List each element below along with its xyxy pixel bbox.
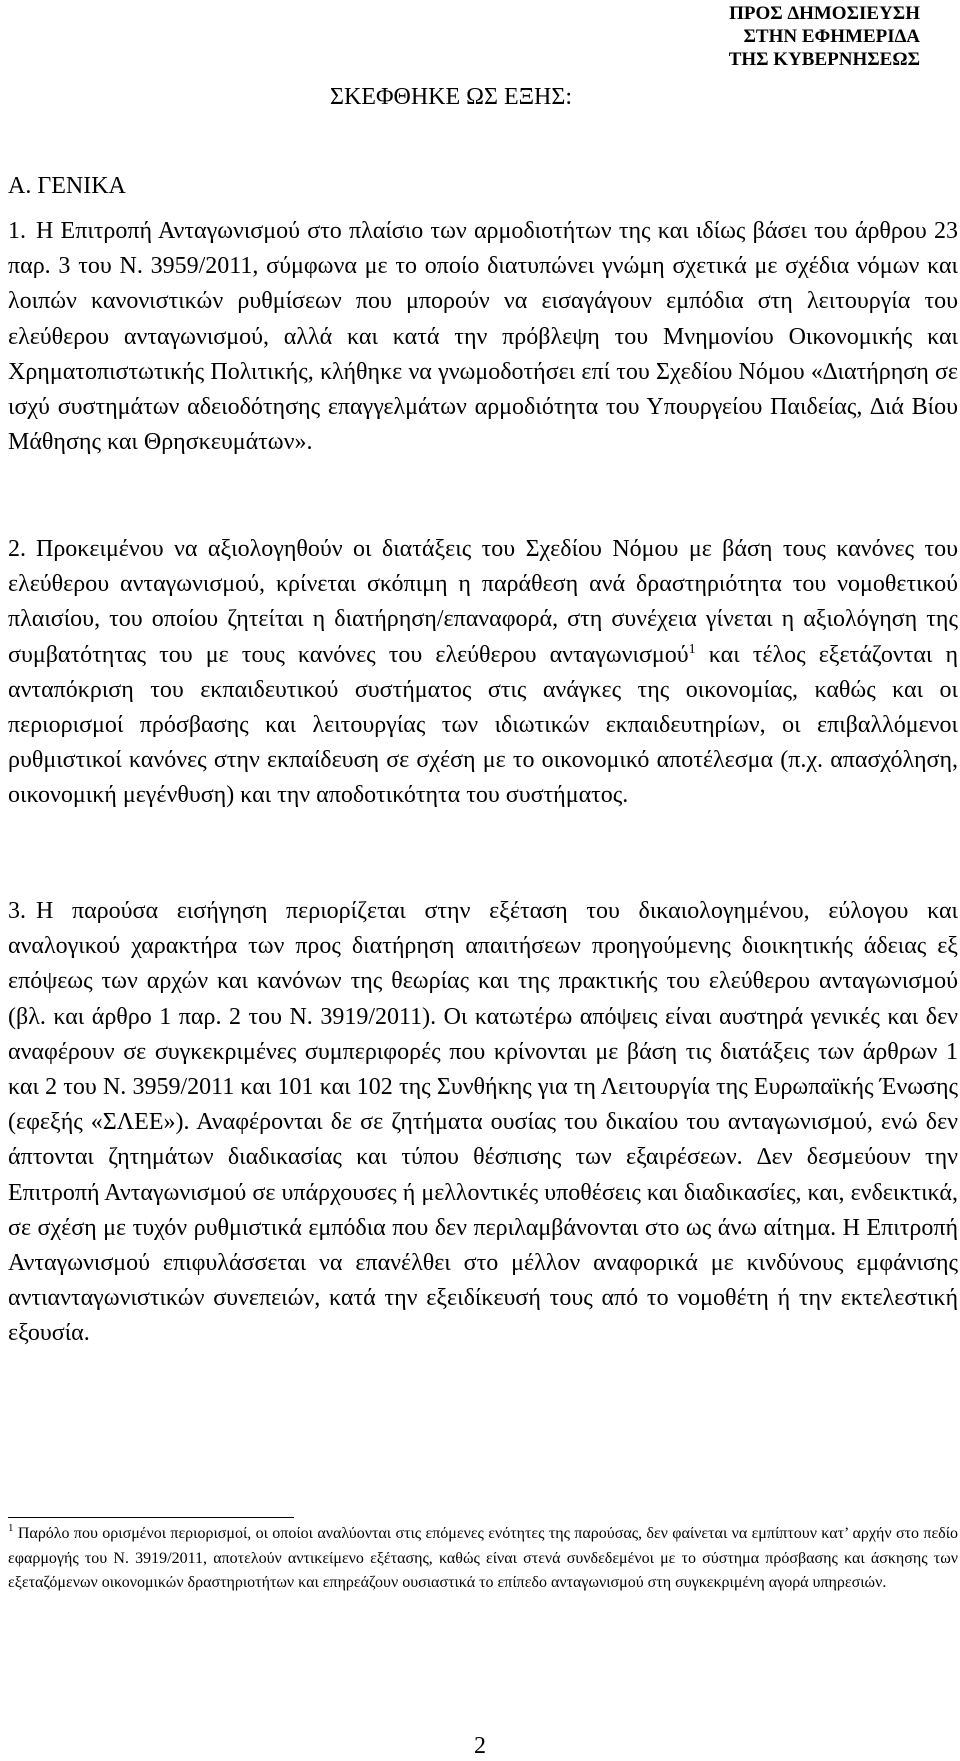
paragraph-text: Η παρούσα εισήγηση περιορίζεται στην εξέταση του δικαιολογημένου, εύλογου και αναλογικού χαρακτήρα των προς διατήρηση απαιτήσεων προηγούμενης διοικητικής άδειας εξ επόψεως των αρχών και κανόνων της θεωρίας και της πρακτικής του ελεύθερου ανταγωνισμού (βλ. και άρθρο 1 παρ. 2 του Ν. 3919/2011). Οι κατωτέρω απόψεις είναι αυστηρά γενικές και δεν αναφέρουν σε συγκεκριμένες συμπεριφορές που κρίνονται με βάση τις διατάξεις των άρθρων 1 και 2 του Ν. 3959/2011 και 101 και 102 της Συνθήκης για τη Λειτουργία της Ευρωπαϊκής Ένωσης (εφεξής «ΣΛΕΕ»). Αναφέρονται δε σε ζητήματα ουσίας του δικαίου του ανταγωνισμού, ενώ δεν άπτονται ζητημάτων διαδικασίας και τύπου θέσπισης των εξαιρέσεων. ∆εν δεσμεύουν την Επιτροπή Ανταγωνισμού σε υπάρχουσες ή μελλοντικές υποθέσεις και διαδικασίες, και, ενδεικτικά, σε σχέση με τυχόν ρυθμιστικά εμπόδια που δεν περιλαμβάνονται στο ως άνω αίτημα. Η Επιτροπή Ανταγωνισμού επιφυλάσσεται να επανέλθει στο μέλλον αναφορικά με κινδύνους εμφάνισης αντιανταγωνιστικών συνεπειών, κατά την εξειδίκευσή τους από το νομοθέτη ή την εκτελεστική εξουσία. [8,898,958,1347]
paragraph-text: Προκειμένου να αξιολογηθούν οι διατάξεις του Σχεδίου Νόμου με βάση τους κανόνες του ελεύθερου ανταγωνισμού, κρίνεται σκόπιμη η παράθεση ανά δραστηριότητα του νομοθετικού πλαισίου, του οποίου ζητείται η διατήρηση/επαναφορά, στη συνέχεια γίνεται η αξιολόγηση της συμβατότητας του με τους κανόνες του ελεύθερου ανταγωνισμού [8,536,958,668]
paragraph-text: και τέλος εξετάζονται η ανταπόκριση του εκπαιδευτικού συστήματος στις ανάγκες της οικονομίας, καθώς και οι περιορισμοί πρόσβασης και λειτουργίας των ιδιωτικών εκπαιδευτηρίων, οι επιβαλλόμενοι ρυθμιστικοί κανόνες στην εκπαίδευση σε σχέση με το οικονομικό αποτέλεσμα (π.χ. απασχόληση, οικονομική μεγένθυση) και την αποδοτικότητα του συστήματος. [8,641,958,809]
footnote-separator [8,1517,294,1518]
paragraph-number: 2. [8,536,26,562]
publication-note-line: ΣΤΗΝ ΕΦΗΜΕΡΙ∆Α [743,26,920,47]
page-number: 2 [474,1733,486,1759]
considered-heading: ΣΚΕΦΘΗΚΕ ΩΣ ΕΞΗΣ: [330,84,573,110]
section-heading: Α. ΓΕΝΙΚΑ [8,173,126,199]
publication-note-line: ΠΡΟΣ ∆ΗΜΟΣΙΕΥΣΗ [729,3,920,24]
footnote-marker: 1 [8,1522,14,1534]
footnote [8,1522,958,1596]
publication-note [580,2,920,71]
paragraph-1 [8,214,958,460]
paragraph-number: 3. [8,898,26,924]
paragraph-number: 1. [8,218,26,244]
footnote-reference[interactable]: 1 [688,641,696,657]
publication-note-line: ΤΗΣ ΚΥΒΕΡΝΗΣΕΩΣ [728,49,920,70]
paragraph-2 [8,532,958,814]
paragraph-text: Η Επιτροπή Ανταγωνισμού στο πλαίσιο των αρμοδιοτήτων της και ιδίως βάσει του άρθρου 23 παρ. 3 του Ν. 3959/2011, σύμφωνα με το οποίο διατυπώνει γνώμη σχετικά με σχέδια νόμων και λοιπών κανονιστικών ρυθμίσεων που μπορούν να εισαγάγουν εμπόδια στη λειτουργία του ελεύθερου ανταγωνισμού, αλλά και κατά την πρόβλεψη του Μνημονίου Οικονομικής και Χρηματοπιστωτικής Πολιτικής, κλήθηκε να γνωμοδοτήσει επί του Σχεδίου Νόμου «∆ιατήρηση σε ισχύ συστημάτων αδειοδότησης επαγγελμάτων αρμοδιότητα του Υπουργείου Παιδείας, ∆ιά Βίου Μάθησης και Θρησκευμάτων». [8,218,958,456]
paragraph-3 [8,894,958,1352]
footnote-text: Παρόλο που ορισμένοι περιορισμοί, οι οποίοι αναλύονται στις επόμενες ενότητες της παρούσας, δεν φαίνεται να εμπίπτουν κατ’ αρχήν στο πεδίο εφαρμογής του Ν. 3919/2011, αποτελούν αντικείμενο εξέτασης, καθώς είναι στενά συνδεδεμένοι με το σύστημα πρόσβασης και άσκησης των εξεταζόμενων οικονομικών δραστηριοτήτων και επηρεάζουν ουσιαστικά το επίπεδο ανταγωνισμού στη συγκεκριμένη αγορά υπηρεσιών. [8,1525,959,1591]
